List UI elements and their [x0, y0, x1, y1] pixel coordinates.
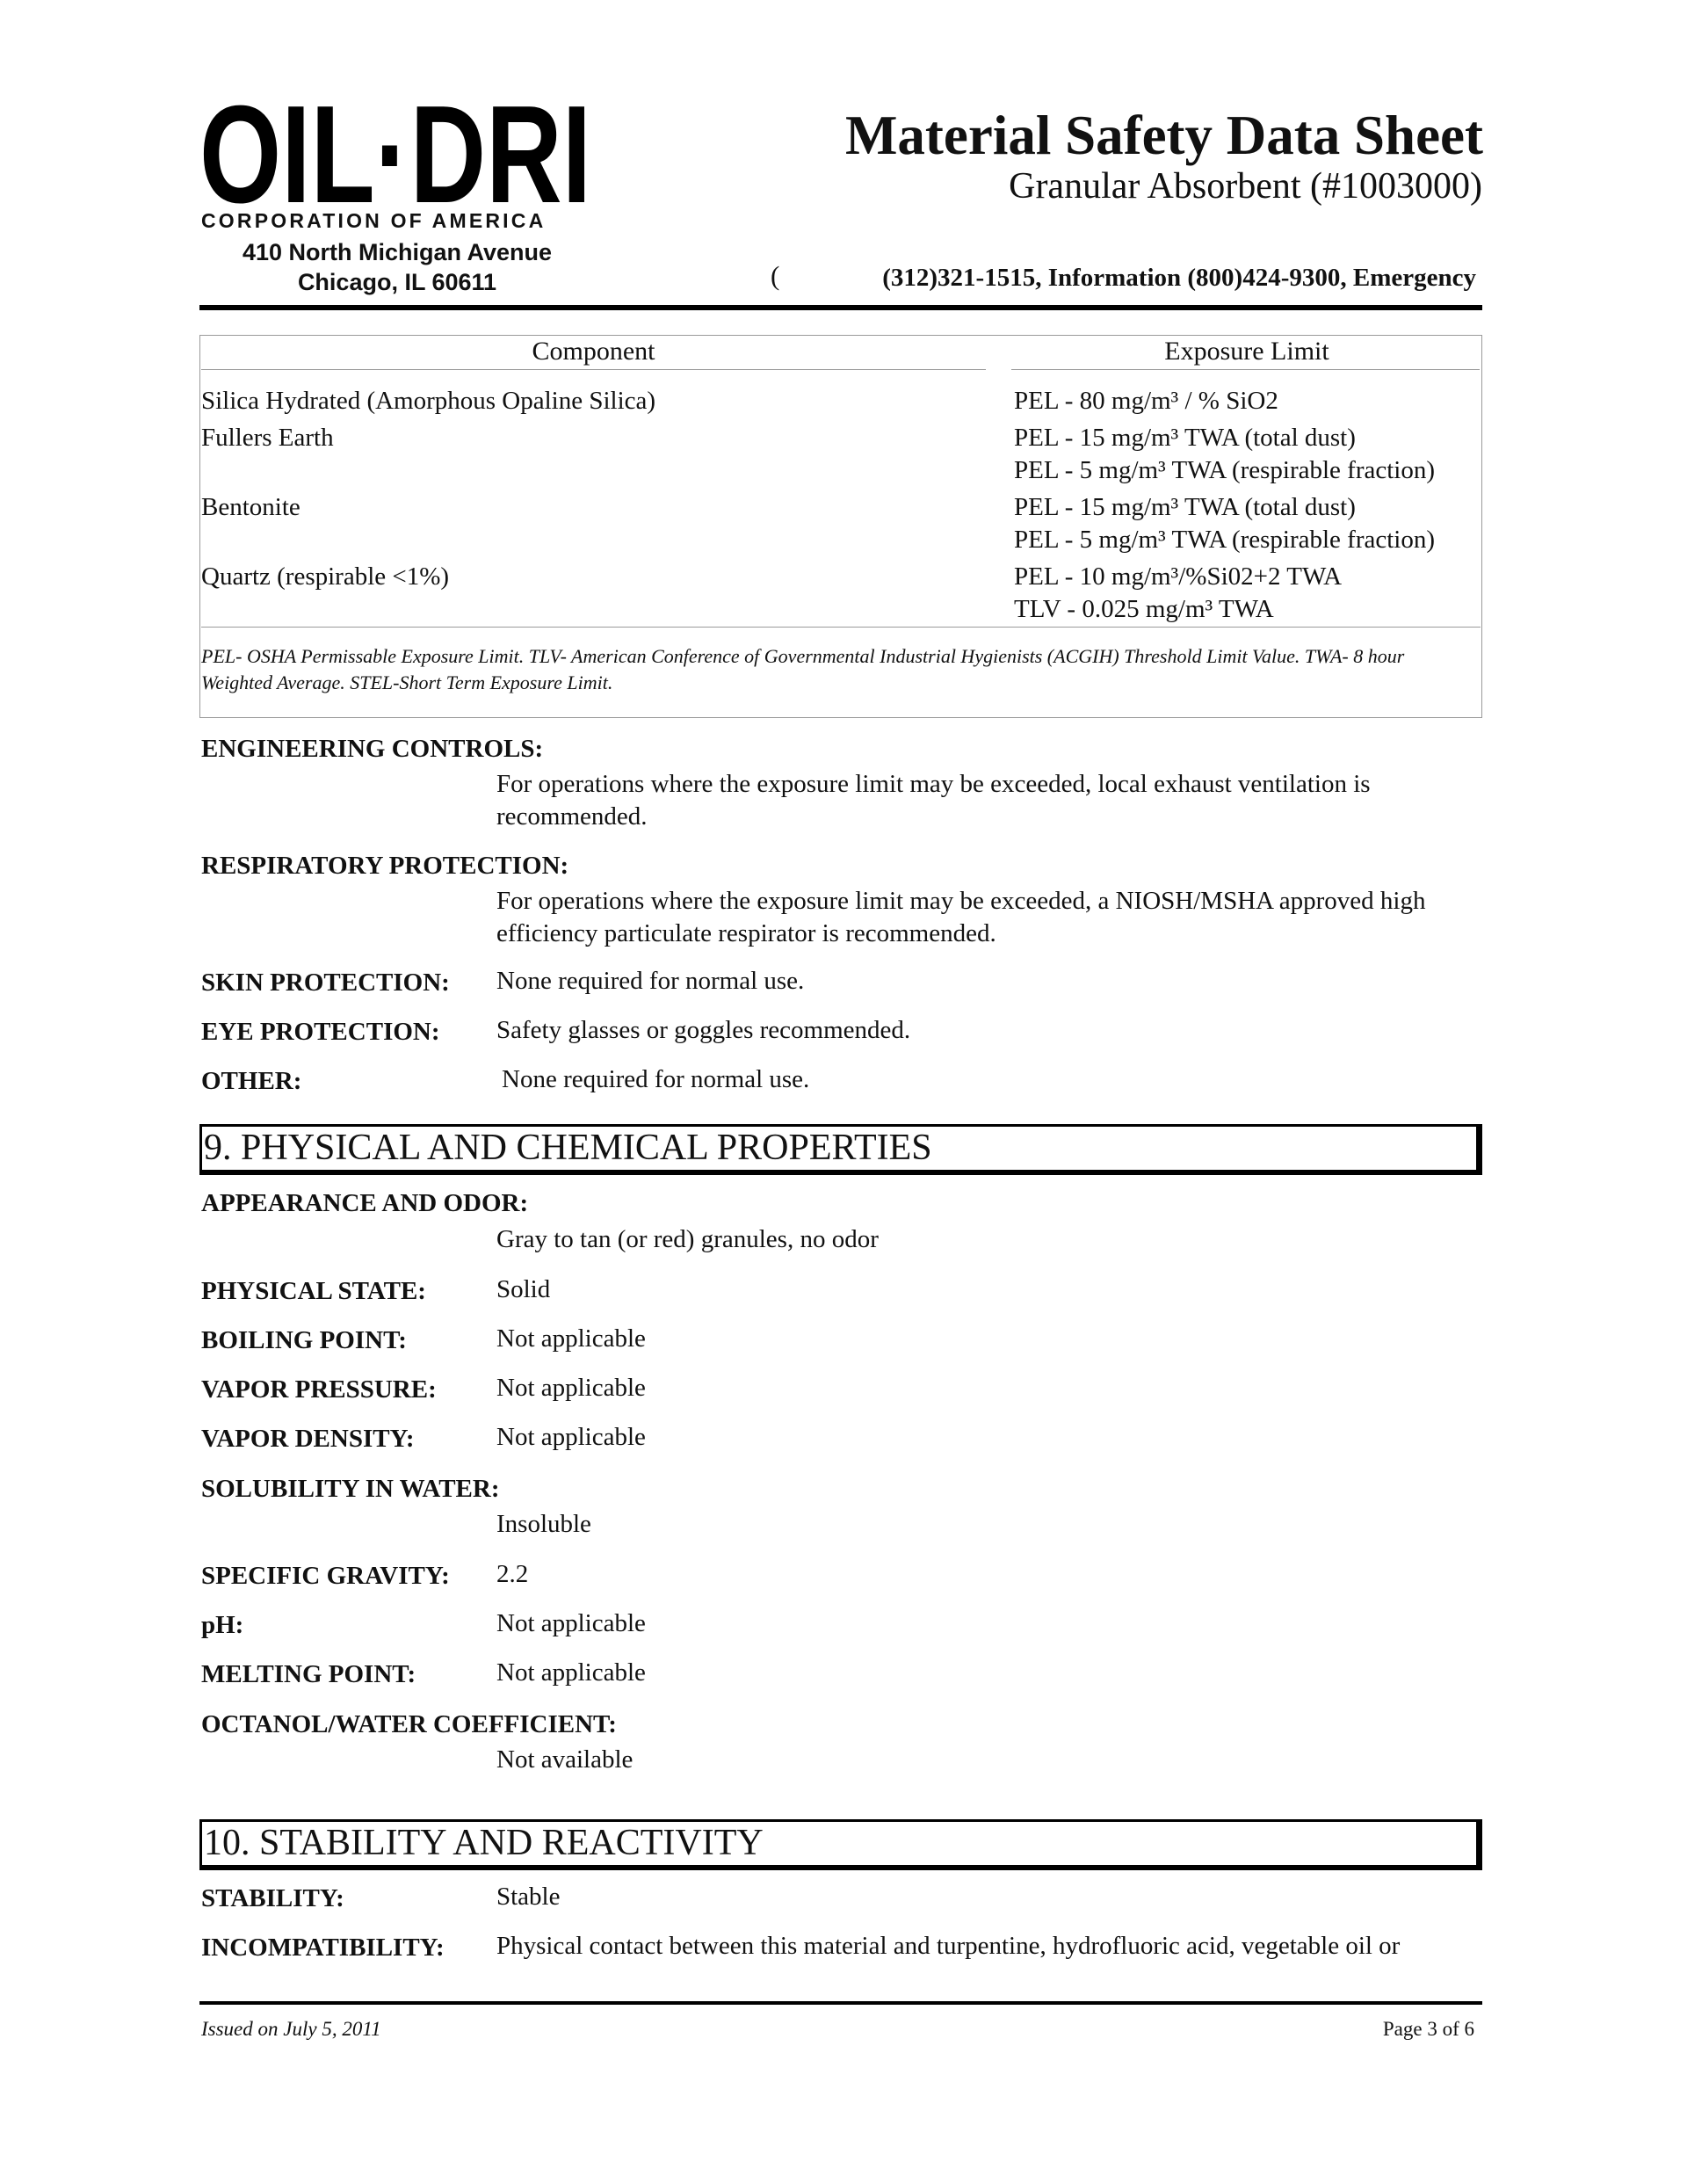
specific-gravity-value: 2.2 — [496, 1560, 529, 1588]
physical-state-value: Solid — [496, 1275, 551, 1303]
incompatibility-label: INCOMPATIBILITY: — [201, 1934, 445, 1962]
melting-point-label: MELTING POINT: — [201, 1660, 416, 1688]
boiling-point-value: Not applicable — [496, 1324, 646, 1353]
respiratory-protection-value: For operations where the exposure limit may be exceeded, a NIOSH/MSHA approved high efficiency particulate respirator is recommended. — [496, 887, 1426, 947]
vapor-density-label: VAPOR DENSITY: — [201, 1425, 415, 1453]
svg-text:OIL·DRI: OIL·DRI — [199, 98, 591, 211]
solubility-value: Insoluble — [496, 1510, 591, 1538]
eye-protection-value: Safety glasses or goggles recommended. — [496, 1016, 911, 1044]
table-row-limit: TLV - 0.025 mg/m³ TWA — [1014, 595, 1274, 623]
stability-value: Stable — [496, 1883, 561, 1911]
column-header-exposure-limit: Exposure Limit — [1164, 337, 1329, 366]
column-header-component: Component — [532, 337, 655, 366]
address-street: 410 North Michigan Avenue — [242, 239, 553, 265]
skin-protection-label: SKIN PROTECTION: — [201, 969, 450, 997]
section-heading-stability-reactivity: 10. STABILITY AND REACTIVITY — [199, 1819, 1482, 1870]
octanol-water-label: OCTANOL/WATER COEFFICIENT: — [201, 1710, 617, 1738]
respiratory-protection-label: RESPIRATORY PROTECTION: — [201, 852, 569, 880]
issue-date: Issued on July 5, 2011 — [201, 2018, 381, 2040]
stability-label: STABILITY: — [201, 1884, 344, 1912]
phone-numbers: (312)321-1515, Information (800)424-9300, Emergency — [882, 264, 1476, 292]
product-name: Granular Absorbent (#1003000) — [1009, 166, 1482, 207]
octanol-water-value: Not available — [496, 1745, 634, 1774]
other-protection-value: None required for normal use. — [502, 1065, 810, 1093]
table-row-limit: PEL - 10 mg/m³/%Si02+2 TWA — [1014, 562, 1343, 591]
engineering-controls-value: For operations where the exposure limit may be exceeded, local exhaust ventilation is recommended. — [496, 770, 1371, 831]
footer-divider — [199, 2001, 1482, 2005]
ph-value: Not applicable — [496, 1609, 646, 1637]
appearance-value: Gray to tan (or red) granules, no odor — [496, 1225, 879, 1253]
table-row-limit: PEL - 80 mg/m³ / % SiO2 — [1014, 387, 1278, 415]
incompatibility-value: Physical contact between this material and turpentine, hydrofluoric acid, vegetable oil or — [496, 1932, 1401, 1960]
address-city: Chicago, IL 60611 — [297, 269, 497, 295]
boiling-point-label: BOILING POINT: — [201, 1326, 407, 1354]
eye-protection-label: EYE PROTECTION: — [201, 1018, 440, 1046]
appearance-label: APPEARANCE AND ODOR: — [201, 1189, 529, 1217]
oil-dri-logo — [199, 98, 595, 211]
header-underline-limit — [1011, 369, 1480, 370]
exposure-abbreviations-note: PEL- OSHA Permissable Exposure Limit. TLV- American Conference of Governmental Industrial Hygienists (ACGIH) Threshold Limit Value. TWA- 8 hour Weighted Average. STEL-Short Term Exposure Limit. — [201, 645, 1405, 693]
table-row-component: Silica Hydrated (Amorphous Opaline Silica) — [201, 387, 656, 415]
page-number: Page 3 of 6 — [1382, 2018, 1474, 2040]
physical-state-label: PHYSICAL STATE: — [201, 1277, 426, 1305]
specific-gravity-label: SPECIFIC GRAVITY: — [201, 1562, 450, 1590]
corporation-name: CORPORATION OF AMERICA — [201, 209, 547, 232]
skin-protection-value: None required for normal use. — [496, 967, 805, 995]
section-heading-physical-chemical: 9. PHYSICAL AND CHEMICAL PROPERTIES — [199, 1124, 1482, 1175]
other-protection-label: OTHER: — [201, 1067, 302, 1095]
table-row-limit: PEL - 15 mg/m³ TWA (total dust) — [1014, 424, 1356, 452]
vapor-density-value: Not applicable — [496, 1423, 646, 1451]
solubility-label: SOLUBILITY IN WATER: — [201, 1475, 500, 1503]
table-row-component: Bentonite — [201, 493, 300, 521]
table-note-divider — [201, 627, 1481, 628]
oil-dri-logo-graphic — [199, 98, 595, 211]
header-underline-component — [201, 369, 986, 370]
table-row-limit: PEL - 15 mg/m³ TWA (total dust) — [1014, 493, 1356, 521]
phone-icon: ( — [771, 260, 780, 291]
table-row-limit: PEL - 5 mg/m³ TWA (respirable fraction) — [1014, 456, 1436, 484]
melting-point-value: Not applicable — [496, 1658, 646, 1687]
table-row-limit: PEL - 5 mg/m³ TWA (respirable fraction) — [1014, 526, 1436, 554]
vapor-pressure-label: VAPOR PRESSURE: — [201, 1375, 437, 1404]
vapor-pressure-value: Not applicable — [496, 1374, 646, 1402]
table-row-component: Quartz (respirable <1%) — [201, 562, 450, 591]
header-divider — [199, 305, 1482, 310]
ph-label: pH: — [201, 1611, 244, 1639]
table-row-component: Fullers Earth — [201, 424, 334, 452]
document-title: Material Safety Data Sheet — [844, 105, 1483, 166]
engineering-controls-label: ENGINEERING CONTROLS: — [201, 735, 544, 763]
